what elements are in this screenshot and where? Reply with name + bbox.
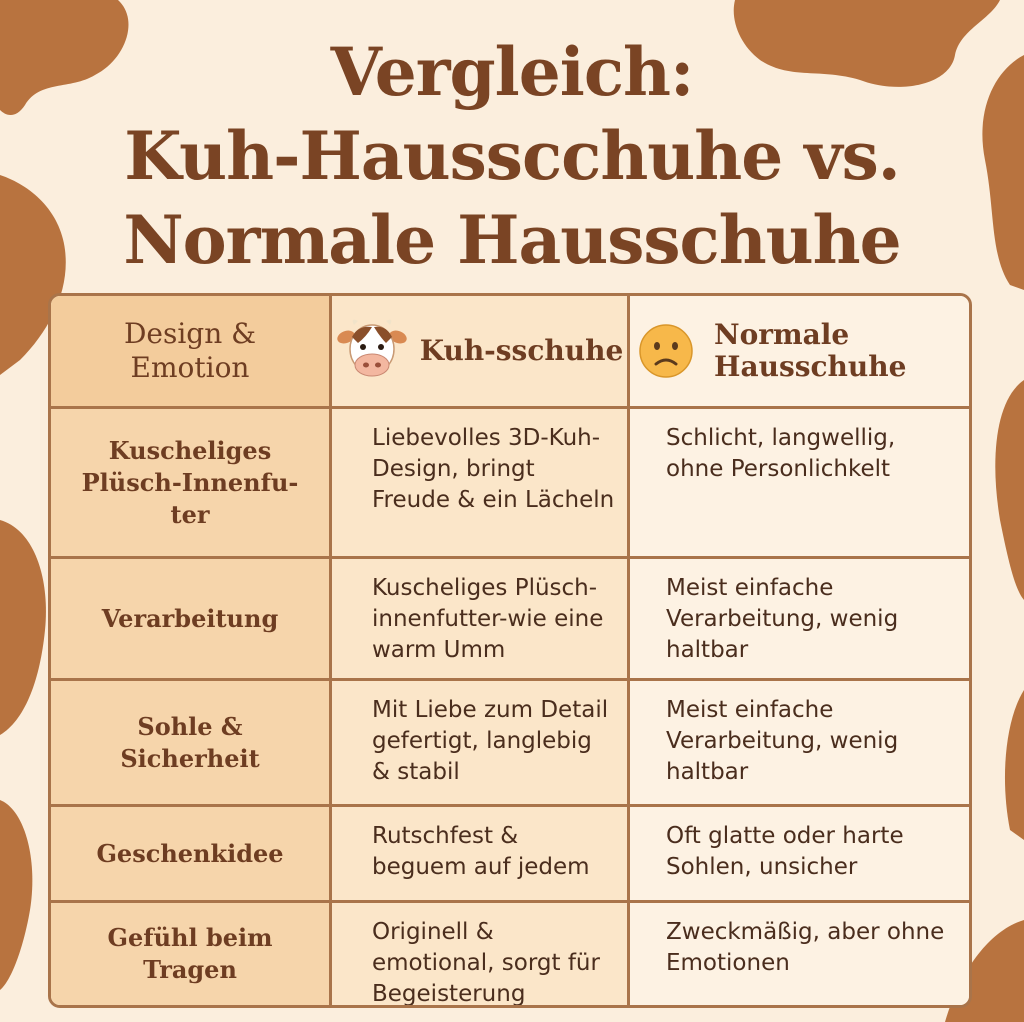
kuh-cell: Kuscheliges Plüsch-innenfutter-wie eine warm Umm — [332, 559, 630, 681]
kuh-cell: Mit Liebe zum Detail gefertigt, langlebig & stabil — [332, 681, 630, 807]
normal-cell: Oft glatte oder harte Sohlen, unsicher — [630, 807, 969, 903]
comparison-table — [48, 293, 972, 1008]
kuh-cell: Rutschfest & beguem auf jedem — [332, 807, 630, 903]
title-line-2: Kuh-Hausscchuhe vs. — [124, 117, 900, 195]
row-label: Geschenkidee — [51, 807, 332, 903]
header-kuh-schuhe: Kuh-sschuhe — [332, 296, 630, 409]
kuh-cell: Liebevolles 3D-Kuh-Design, bringt Freude & ein Lächeln — [332, 409, 630, 559]
header-normale-hausschuhe: Normale Hausschuhe — [630, 296, 969, 409]
row-label: Verarbeitung — [51, 559, 332, 681]
header-design-emotion: Design & Emotion — [51, 296, 332, 409]
normal-cell: Meist einfache Verarbeitung, wenig haltbar — [630, 559, 969, 681]
row-label: Sohle & Sicherheit — [51, 681, 332, 807]
normal-cell: Schlicht, langwellig, ohne Personlichkelt — [630, 409, 969, 559]
row-label: Gefühl beim Tragen — [51, 903, 332, 1005]
title-line-3: Normale Hausschuhe — [123, 201, 901, 279]
normal-cell: Zweckmäßig, aber ohne Emotionen — [630, 903, 969, 1005]
cow-face-icon — [336, 315, 408, 387]
row-label: Kuscheliges Plüsch-Innenfu-ter — [51, 409, 332, 559]
normal-cell: Meist einfache Verarbeitung, wenig haltbar — [630, 681, 969, 807]
kuh-cell: Originell & emotional, sorgt für Begeisterung — [332, 903, 630, 1005]
frowning-face-icon — [630, 315, 702, 387]
page-title — [0, 30, 1024, 282]
title-line-1: Vergleich: — [330, 33, 694, 111]
